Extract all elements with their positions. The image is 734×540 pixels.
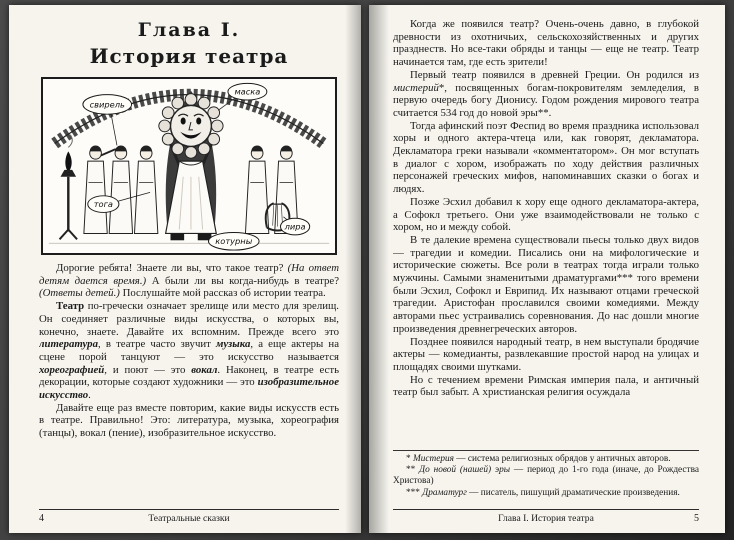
- right-paragraph-1: Когда же появился театр? Очень-очень давно, в глубокой древности из охотничьих, сельскохозяйственных и других празднеств. Но все-таки обряды и танцы — еще не театр. Театр начинается там, где есть зрители!: [393, 18, 699, 69]
- left-page-number: 4: [39, 513, 44, 524]
- chorus-maidens-left: [84, 145, 158, 233]
- label-mask-text: маска: [234, 86, 261, 97]
- right-paragraph-2: Первый театр появился в древней Греции. Он родился из мистерий*, посвященных богам-покровителям земледелия, в первую очередь богу Дионису. Годом рождения мирового театра считается 534 год до новой эры**.: [393, 68, 699, 119]
- footnote-1: * Мистерия — система религиозных обрядов у античных авторов.: [406, 453, 671, 464]
- footnotes-block: [393, 450, 699, 499]
- right-paragraph-4: Позже Эсхил добавил к хору еще одного декламатора-актера, а Софокл третьего. Они уже взаимодействовали не только с хором, но и между собой.: [393, 195, 699, 234]
- theater-illustration-svg: [43, 79, 335, 253]
- label-buskins-text: котурны: [215, 236, 253, 247]
- chapter-title: История театра: [89, 44, 289, 68]
- left-paragraph-2: Театр по-гречески означает зрелище или место для зрелищ. Он соединяет различные виды искусства, о которых вы, конечно, знаете. Давайте их вспомним. Прежде всего это литература, в театре часто звучит музыка, а еще актеры на сцене порой танцуют — это искусство называется хореографией, и поют — это вокал. Наконец, в театре есть декорации, которые создают художники — это изобразительное искусство.: [39, 300, 339, 402]
- right-page-content: [393, 18, 699, 441]
- left-page-content: [39, 15, 339, 499]
- label-toga-text: тога: [93, 199, 113, 210]
- page-left: [9, 5, 361, 533]
- left-paragraph-1: Дорогие ребята! Знаете ли вы, что такое театр? (На ответ детям дается время.) А были ли вы когда-нибудь в театре? (Ответы детей.) Послушайте мой рассказ об истории театра.: [39, 262, 339, 300]
- footnote-3: *** Драматург — писатель, пишущий драматические произведения.: [406, 487, 680, 498]
- label-pipe-text: свирель: [89, 99, 125, 110]
- left-running-title: Театральные сказки: [148, 513, 230, 524]
- right-page-footer: [393, 509, 699, 524]
- right-paragraph-7: Но с течением времени Римская империя пала, и античный театр был забыт. А христианская религия осуждала: [393, 373, 699, 399]
- footnote-2: ** До новой (нашей) эры — период до 1-го года (иначе, до Рождества Христова): [393, 465, 699, 487]
- right-paragraph-6: Позднее появился народный театр, в нем выступали бродячие актеры — комедианты, развлекавшие простой народ на улицах и площадях своими шутками.: [393, 335, 699, 373]
- label-lyre-text: лира: [284, 221, 306, 232]
- right-page-number: 5: [694, 513, 699, 524]
- comic-mask: [159, 94, 223, 159]
- label-buskins-icon: [208, 232, 259, 250]
- right-paragraph-5: В те далекие времена существовали пьесы только двух видов — трагедии и комедии. Писались они на мифологические и исторические сюжеты. Все роли в театрах тогда играли только мужчины. Самыми знаменитыми драматургами*** того времени были Эсхил, Софокл и Еврипид. Их называют отцами греческой трагедии. Аристофан прославился своими комедиями. Между авторами пьес устраивались соревнования. До нас дошли многие произведения древнегреческих авторов.: [393, 233, 699, 335]
- page-right: [369, 5, 725, 533]
- left-page-footer: [39, 509, 339, 524]
- chapter-number: Глава I.: [137, 19, 241, 41]
- torch: [60, 135, 78, 240]
- theater-illustration: [41, 77, 337, 255]
- right-running-title: Глава I. История театра: [498, 513, 594, 524]
- right-paragraph-3: Тогда афинский поэт Феспид во время праздника использовал хоры и одного актера-чтеца или, как говорят, декламатора. Декламатора греки называли «комментатором». Он мог вступать в диалог с хором, изображать по ходу действия различных персонажей греческих мифов, напоминавших сказки о богах и людях.: [393, 119, 699, 196]
- left-paragraph-3: Давайте еще раз вместе повторим, какие виды искусств есть в театре. Правильно! Это: литература, музыка, хореография (танцы), вокал (пение), изобразительное искусство.: [39, 401, 339, 440]
